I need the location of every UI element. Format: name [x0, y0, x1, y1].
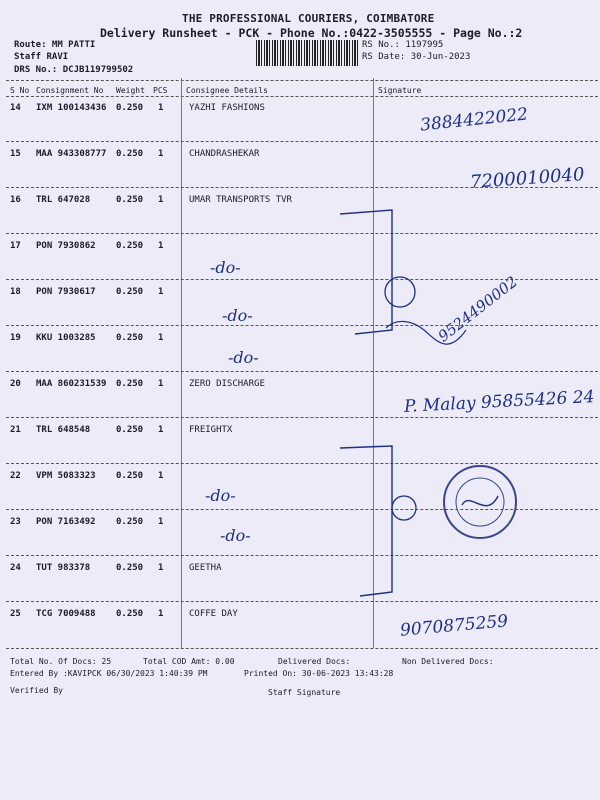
row-consignee: ZERO DISCHARGE — [189, 379, 265, 389]
non-delivered-docs: Non Delivered Docs: — [402, 657, 494, 666]
row-sno: 14 — [10, 103, 21, 113]
col-signature: Signature — [378, 86, 422, 95]
ditto-mark: -do- — [220, 526, 251, 545]
row-consignment: VPM 5083323 — [36, 471, 96, 481]
row-consignment: TRL 648548 — [36, 425, 91, 435]
printed-on: Printed On: 30-06-2023 13:43:28 — [244, 669, 394, 678]
row-weight: 0.250 — [116, 471, 144, 481]
col-sno: S No — [10, 86, 30, 95]
row-weight: 0.250 — [116, 425, 144, 435]
row-consignee: UMAR TRANSPORTS TVR — [189, 195, 292, 205]
row-pcs: 1 — [158, 287, 164, 297]
row-pcs: 1 — [158, 149, 164, 159]
signature-row-25: 9070875259 — [399, 611, 509, 641]
runsheet-subtitle: Delivery Runsheet - PCK - Phone No.:0422-3505555 - Page No.:2 — [100, 26, 523, 40]
col-consignment: Consignment No — [36, 86, 104, 95]
row-pcs: 1 — [158, 563, 164, 573]
row-pcs: 1 — [158, 471, 164, 481]
row-consignment: TCG 7009488 — [36, 609, 96, 619]
row-sno: 24 — [10, 563, 21, 573]
total-cod: Total COD Amt: 0.00 — [143, 657, 235, 666]
row-sno: 15 — [10, 149, 21, 159]
row-consignee: GEETHA — [189, 563, 222, 573]
rs-number: RS No.: 1197995 — [362, 40, 444, 50]
staff-label: Staff RAVI — [14, 52, 69, 62]
route-label: Route: MM PATTI — [14, 40, 96, 50]
row-pcs: 1 — [158, 241, 164, 251]
row-consignee: CHANDRASHEKAR — [189, 149, 260, 159]
row-weight: 0.250 — [116, 609, 144, 619]
row-weight: 0.250 — [116, 287, 144, 297]
row-pcs: 1 — [158, 103, 164, 113]
ditto-mark: -do- — [228, 348, 259, 367]
verified-by: Verified By — [10, 686, 63, 695]
row-consignment: PON 7930617 — [36, 287, 96, 297]
row-pcs: 1 — [158, 195, 164, 205]
row-consignee: COFFE DAY — [189, 609, 238, 619]
row-consignment: TRL 647028 — [36, 195, 91, 205]
row-sno: 25 — [10, 609, 21, 619]
row-consignment: MAA 860231539 — [36, 379, 107, 389]
row-weight: 0.250 — [116, 379, 144, 389]
row-pcs: 1 — [158, 609, 164, 619]
row-pcs: 1 — [158, 517, 164, 527]
row-weight: 0.250 — [116, 103, 144, 113]
row-sno: 17 — [10, 241, 21, 251]
row-consignment: KKU 1003285 — [36, 333, 96, 343]
row-weight: 0.250 — [116, 149, 144, 159]
row-sno: 18 — [10, 287, 21, 297]
row-pcs: 1 — [158, 333, 164, 343]
row-sno: 22 — [10, 471, 21, 481]
staff-signature-label: Staff Signature — [268, 688, 341, 697]
row-sno: 21 — [10, 425, 21, 435]
row-sno: 23 — [10, 517, 21, 527]
row-weight: 0.250 — [116, 195, 144, 205]
col-pcs: PCS — [153, 86, 168, 95]
drs-number: DRS No.: DCJB119799502 — [14, 65, 134, 75]
row-sno: 19 — [10, 333, 21, 343]
row-consignment: MAA 943308777 — [36, 149, 107, 159]
row-sno: 16 — [10, 195, 21, 205]
row-weight: 0.250 — [116, 517, 144, 527]
row-sno: 20 — [10, 379, 21, 389]
entered-by: Entered By :KAVIPCK 06/30/2023 1:40:39 PM — [10, 669, 208, 678]
col-consignee: Consignee Details — [186, 86, 268, 95]
delivered-docs: Delivered Docs: — [278, 657, 351, 666]
col-weight: Weight — [116, 86, 145, 95]
row-consignment: PON 7930862 — [36, 241, 96, 251]
signature-row-15: 7200010040 — [469, 164, 586, 193]
row-pcs: 1 — [158, 379, 164, 389]
row-consignment: TUT 983378 — [36, 563, 91, 573]
ditto-mark: -do- — [205, 486, 236, 505]
row-weight: 0.250 — [116, 241, 144, 251]
row-weight: 0.250 — [116, 333, 144, 343]
rs-date: RS Date: 30-Jun-2023 — [362, 52, 471, 62]
row-consignment: IXM 100143436 — [36, 103, 107, 113]
signature-row-19: 9524490002 — [434, 272, 521, 346]
row-consignee: YAZHI FASHIONS — [189, 103, 265, 113]
signature-row-14: 3884422022 — [419, 104, 529, 136]
company-title: THE PROFESSIONAL COURIERS, COIMBATORE — [182, 12, 435, 25]
row-consignee: FREIGHTX — [189, 425, 233, 435]
total-docs: Total No. Of Docs: 25 — [10, 657, 112, 666]
row-pcs: 1 — [158, 425, 164, 435]
ditto-mark: -do- — [210, 258, 241, 277]
ditto-mark: -do- — [222, 306, 253, 325]
row-consignment: PON 7163492 — [36, 517, 96, 527]
signature-row-20: P. Malay 95855426 24 — [403, 387, 595, 417]
row-weight: 0.250 — [116, 563, 144, 573]
